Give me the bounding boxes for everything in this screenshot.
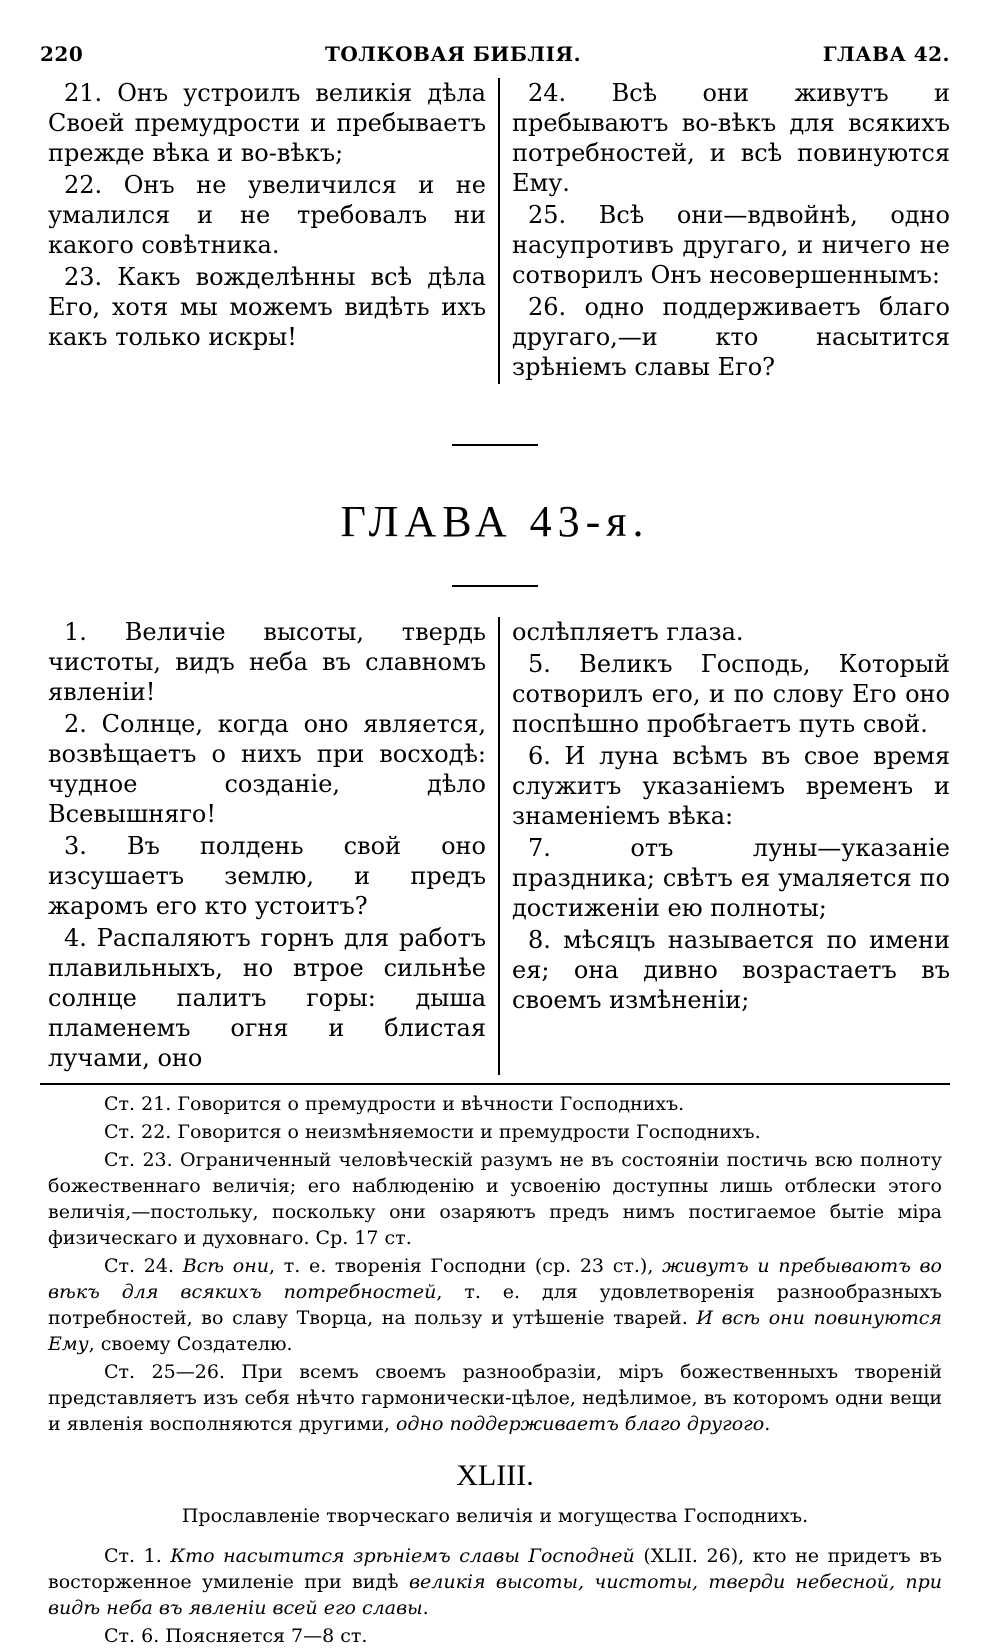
running-header xyxy=(40,42,950,78)
note-23: Ст. 23. Ограниченный человѣческій разумъ не въ состояніи постичь всю полноту божественнаго величія; его наблюденію и усвоенію доступны лишь отблески этого величія,—постольку, поскольку они озаряютъ предъ нимъ постигаемое бытіе міра физическаго и духовнаго. Ср. 17 ст. xyxy=(48,1149,942,1249)
verse-7: 7. отъ луны—указаніе праздника; свѣтъ ея умаляется по достиженіи ею полноты; xyxy=(512,834,950,922)
note-text: , т. е. творенія Господни (ср. 23 ст.), xyxy=(268,1255,663,1277)
note-text: , т. е. для удовлетворенія разнообразныхъ потребностей, во славу Творца, на пользу и утѣшеніе тварей. xyxy=(48,1281,942,1329)
column-left xyxy=(40,617,498,1075)
note-quote: Всѣ они xyxy=(182,1255,269,1277)
verse-5: 5. Великъ Господь, Который сотворилъ его, и по слову Его оно поспѣшно пробѣгаетъ путь свой. xyxy=(512,650,950,738)
note-text: , своему Создателю. xyxy=(88,1333,293,1355)
commentary xyxy=(40,1091,950,1649)
note-25-26 xyxy=(48,1359,942,1437)
verse-4-continued: ослѣпляетъ глаза. xyxy=(512,618,744,646)
note-text: Ст. 1. xyxy=(104,1545,171,1567)
note-text: . xyxy=(422,1597,429,1619)
verse-26: 26. одно поддерживаетъ благо другаго,—и кто насытится зрѣніемъ славы Его? xyxy=(512,293,950,381)
note-1 xyxy=(48,1543,942,1621)
note-6: Ст. 6. Поясняется 7—8 ст. xyxy=(104,1625,368,1647)
note-text: (XLII. 26), кто не придетъ въ восторженное умиленіе при видѣ xyxy=(48,1545,942,1593)
note-text: Ст. 25—26. При всемъ своемъ разнообразіи, міръ божественныхъ твореній представляетъ изъ себя нѣчто гармонически-цѣлое, недѣлимое, въ которомъ одни вещи и явленія восполняются другими, xyxy=(48,1361,942,1435)
verse-24: 24. Всѣ они живутъ и пребываютъ во-вѣкъ для всякихъ потребностей, и всѣ повинуются Ему. xyxy=(512,79,950,197)
divider-top xyxy=(452,444,538,446)
note-text: . xyxy=(764,1413,771,1435)
verse-2: 2. Солнце, когда оно является, возвѣщаетъ о нихъ при восходѣ: чудное созданіе, дѣло Всевышняго! xyxy=(48,710,486,828)
verse-8: 8. мѣсяцъ называется по имени ея; она дивно возрастаетъ въ своемъ измѣненіи; xyxy=(512,926,950,1014)
note-quote: И всѣ они повинуются Ему xyxy=(48,1307,942,1355)
note-24 xyxy=(48,1253,942,1357)
chapter-title: ГЛАВА 43-я. xyxy=(340,497,650,546)
book-title: ТОЛКОВАЯ БИБЛІЯ. xyxy=(324,42,582,66)
chapter-43-verses xyxy=(40,617,950,1075)
note-text: Ст. 24. xyxy=(104,1255,183,1277)
column-right xyxy=(498,78,950,384)
verse-21: 21. Онъ устроилъ великія дѣла Своей премудрости и пребываетъ прежде вѣка и во-вѣкъ; xyxy=(48,79,486,167)
divider-bottom xyxy=(452,585,538,587)
section-number: XLIII. xyxy=(456,1459,534,1492)
note-21: Ст. 21. Говорится о премудрости и вѣчности Господнихъ. xyxy=(104,1093,685,1115)
verse-23: 23. Какъ вожделѣнны всѣ дѣла Его, хотя мы можемъ видѣть ихъ какъ только искры! xyxy=(48,263,486,351)
note-quote: великія высоты, чистоты, тверди небесной, при видѣ неба въ явленіи всей его славы xyxy=(48,1571,942,1619)
column-left xyxy=(40,78,498,384)
chapter-label: ГЛАВА 42. xyxy=(822,42,950,66)
verse-22: 22. Онъ не увеличился и не умалился и не требовалъ ни какого совѣтника. xyxy=(48,171,486,259)
section-subtitle: Прославленіе творческаго величія и могущества Господнихъ. xyxy=(181,1505,809,1527)
note-quote: Кто насытится зрѣніемъ славы Господней xyxy=(170,1545,635,1567)
note-quote: живутъ и пребываютъ во вѣкъ для всякихъ потребностей xyxy=(48,1255,942,1303)
verse-4: 4. Распаляютъ горнъ для работъ плавильныхъ, но втрое сильнѣе солнце палитъ горы: дыша пламенемъ огня и блистая лучами, оно xyxy=(48,924,486,1072)
verse-6: 6. И луна всѣмъ въ свое время служитъ указаніемъ временъ и знаменіемъ вѣка: xyxy=(512,742,950,830)
note-22: Ст. 22. Говорится о неизмѣняемости и премудрости Господнихъ. xyxy=(104,1121,761,1143)
column-right xyxy=(498,617,950,1075)
note-quote: одно поддерживаетъ благо другого xyxy=(395,1413,765,1435)
page-number: 220 xyxy=(40,42,84,66)
chapter-42-verses xyxy=(40,78,950,384)
footnote-rule xyxy=(40,1083,950,1085)
verse-25: 25. Всѣ они—вдвойнѣ, одно насупротивъ другаго, и ничего не сотворилъ Онъ несовершеннымъ: xyxy=(512,201,950,289)
verse-3: 3. Въ полдень свой оно изсушаетъ землю, и предъ жаромъ его кто устоитъ? xyxy=(48,832,486,920)
verse-1: 1. Величіе высоты, твердь чистоты, видъ неба въ славномъ явленіи! xyxy=(48,618,486,706)
page xyxy=(40,42,950,1651)
